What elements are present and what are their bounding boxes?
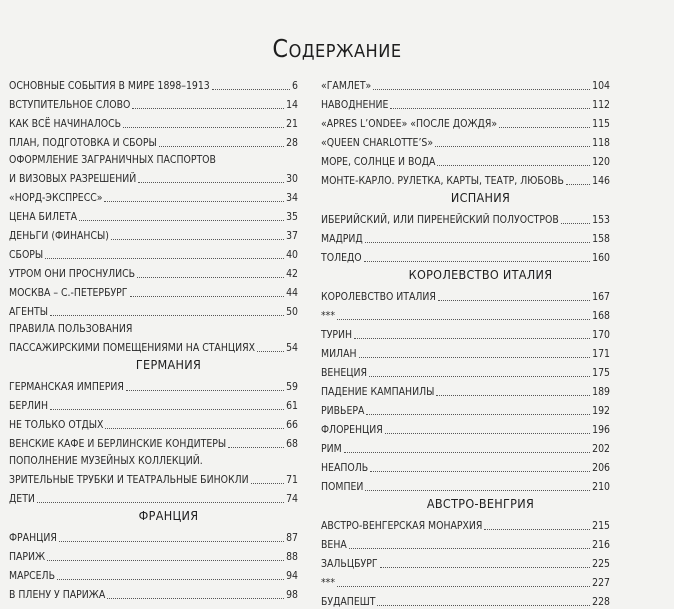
dot-leader <box>59 541 284 542</box>
page-number: 192 <box>592 405 610 417</box>
toc-entry[interactable] <box>9 319 298 355</box>
dot-leader <box>130 296 285 297</box>
toc-entry[interactable] <box>9 131 298 150</box>
dot-leader <box>373 89 590 90</box>
page-number: 189 <box>592 386 610 398</box>
entry-title: *** <box>321 310 336 322</box>
page-number: 66 <box>286 419 298 431</box>
toc-entry[interactable] <box>321 571 610 590</box>
entry-title: ЦЕНА БИЛЕТА <box>9 211 78 223</box>
page-number: 44 <box>286 287 298 299</box>
entry-title: ВЕНСКИЕ КАФЕ И БЕРЛИНСКИЕ КОНДИТЕРЫ <box>9 438 227 450</box>
page-number: 225 <box>592 558 610 570</box>
toc-entry[interactable] <box>9 564 298 583</box>
dot-leader <box>45 258 284 259</box>
dot-leader <box>366 414 590 415</box>
toc-column-left <box>9 74 298 602</box>
page-number: 40 <box>286 249 298 261</box>
dot-leader <box>344 452 590 453</box>
dot-leader <box>438 300 590 301</box>
toc-entry[interactable] <box>321 131 610 150</box>
entry-title-line: ПОПОЛНЕНИЕ МУЗЕЙНЫХ КОЛЛЕКЦИЙ. <box>9 455 203 467</box>
entry-title: МАДРИД <box>321 233 363 245</box>
toc-entry[interactable] <box>9 375 298 394</box>
section-heading: КОРОЛЕВСТВО ИТАЛИЯ <box>408 267 553 282</box>
page-number: 171 <box>592 348 610 360</box>
entry-title: *** <box>321 577 336 589</box>
toc-entry[interactable] <box>9 432 298 451</box>
page-number: 88 <box>286 551 298 563</box>
page-number: 120 <box>592 156 610 168</box>
entry-title: РИВЬЕРА <box>321 405 365 417</box>
toc-entry[interactable] <box>321 74 610 93</box>
section-heading: ФРАНЦИЯ <box>138 508 199 523</box>
dot-leader <box>50 409 284 410</box>
page-number: 34 <box>286 192 298 204</box>
toc-entry[interactable] <box>9 243 298 262</box>
page-number: 167 <box>592 291 610 303</box>
dot-leader <box>47 560 284 561</box>
dot-leader <box>79 220 284 221</box>
toc-entry[interactable] <box>9 112 298 131</box>
page-number: 98 <box>286 589 298 601</box>
dot-leader <box>369 376 590 377</box>
dot-leader <box>499 127 590 128</box>
dot-leader <box>105 428 284 429</box>
page-number: 6 <box>292 80 298 92</box>
dot-leader <box>380 567 591 568</box>
page-number: 216 <box>592 539 610 551</box>
dot-leader <box>257 351 284 352</box>
dot-leader <box>385 433 590 434</box>
toc-entry[interactable] <box>9 150 298 186</box>
entry-title: РИМ <box>321 443 342 455</box>
toc-entry[interactable] <box>9 526 298 545</box>
toc-entry[interactable] <box>321 208 610 227</box>
entry-title: ЗАЛЬЦБУРГ <box>321 558 378 570</box>
page-number: 153 <box>592 214 610 226</box>
toc-entry[interactable] <box>321 323 610 342</box>
dot-leader <box>484 529 590 530</box>
toc-entry[interactable] <box>321 304 610 323</box>
dot-leader <box>359 357 591 358</box>
page-number: 42 <box>286 268 298 280</box>
entry-title: ГЕРМАНСКАЯ ИМПЕРИЯ <box>9 381 124 393</box>
entry-title: ВЕНА <box>321 539 347 551</box>
dot-leader <box>251 483 284 484</box>
toc-entry[interactable] <box>9 413 298 432</box>
entry-title: ОСНОВНЫЕ СОБЫТИЯ В МИРЕ 1898–1913 <box>9 80 210 92</box>
entry-title: УТРОМ ОНИ ПРОСНУЛИСЬ <box>9 268 136 280</box>
toc-entry[interactable] <box>321 169 610 188</box>
toc-entry[interactable] <box>321 514 610 533</box>
entry-title: НАВОДНЕНИЕ <box>321 99 389 111</box>
page-number: 170 <box>592 329 610 341</box>
dot-leader <box>337 319 590 320</box>
page-number: 227 <box>592 577 610 589</box>
dot-leader <box>354 338 590 339</box>
section-heading: ГЕРМАНИЯ <box>135 357 202 372</box>
dot-leader <box>337 586 590 587</box>
toc-entry[interactable] <box>321 361 610 380</box>
toc-entry[interactable] <box>321 552 610 571</box>
dot-leader <box>37 502 284 503</box>
dot-leader <box>212 89 290 90</box>
toc-entry[interactable] <box>9 300 298 319</box>
entry-title-line: ОФОРМЛЕНИЕ ЗАГРАНИЧНЫХ ПАСПОРТОВ <box>9 154 216 166</box>
dot-leader <box>107 598 284 599</box>
toc-entry[interactable] <box>9 93 298 112</box>
dot-leader <box>137 277 284 278</box>
entry-title: БЕРЛИН <box>9 400 49 412</box>
dot-leader <box>364 261 590 262</box>
toc-entry[interactable] <box>321 399 610 418</box>
entry-title-line: И ВИЗОВЫХ РАЗРЕШЕНИЙ <box>9 173 137 185</box>
toc-entry[interactable] <box>321 246 610 265</box>
entry-title: ПАРИЖ <box>9 551 46 563</box>
toc-entry[interactable] <box>9 186 298 205</box>
entry-title: БУДАПЕШТ <box>321 596 376 608</box>
page-number: 215 <box>592 520 610 532</box>
page-number: 202 <box>592 443 610 455</box>
entry-title: ТОЛЕДО <box>321 252 362 264</box>
dot-leader <box>132 108 284 109</box>
entry-title: МОСКВА – С.-ПЕТЕРБУРГ <box>9 287 128 299</box>
page-number: 228 <box>592 596 610 608</box>
page-number: 14 <box>286 99 298 111</box>
toc-entry[interactable] <box>321 342 610 361</box>
entry-title: ФЛОРЕНЦИЯ <box>321 424 383 436</box>
dot-leader <box>111 239 284 240</box>
dot-leader <box>436 395 590 396</box>
entry-title: МОРЕ, СОЛНЦЕ И ВОДА <box>321 156 436 168</box>
page-number: 118 <box>592 137 610 149</box>
page-number: 168 <box>592 310 610 322</box>
entry-title: ФРАНЦИЯ <box>9 532 57 544</box>
toc-entry[interactable] <box>321 285 610 304</box>
entry-title: ПАДЕНИЕ КАМПАНИЛЫ <box>321 386 435 398</box>
page-number: 115 <box>592 118 610 130</box>
toc-entry[interactable] <box>9 281 298 300</box>
entry-title: ИБЕРИЙСКИЙ, ИЛИ ПИРЕНЕЙСКИЙ ПОЛУОСТРОВ <box>321 214 559 226</box>
page-number: 104 <box>592 80 610 92</box>
dot-leader <box>377 605 590 606</box>
dot-leader <box>435 146 590 147</box>
dot-leader <box>159 146 284 147</box>
toc-entry[interactable] <box>321 456 610 475</box>
page-number: 158 <box>592 233 610 245</box>
toc-entry[interactable] <box>9 451 298 487</box>
page-number: 37 <box>286 230 298 242</box>
entry-title: МАРСЕЛЬ <box>9 570 55 582</box>
toc-entry[interactable] <box>321 227 610 246</box>
entry-title: НЕ ТОЛЬКО ОТДЫХ <box>9 419 104 431</box>
entry-title: КАК ВСЁ НАЧИНАЛОСЬ <box>9 118 122 130</box>
dot-leader <box>123 127 284 128</box>
dot-leader <box>104 201 284 202</box>
entry-title: «ГАМЛЕТ» <box>321 80 372 92</box>
toc-entry[interactable] <box>9 224 298 243</box>
entry-title: АГЕНТЫ <box>9 306 48 318</box>
toc-entry[interactable] <box>321 418 610 437</box>
section-heading: АВСТРО-ВЕНГРИЯ <box>426 496 535 511</box>
page-number: 146 <box>592 175 610 187</box>
toc-entry[interactable] <box>9 74 298 93</box>
page-number: 160 <box>592 252 610 264</box>
toc-entry[interactable] <box>321 150 610 169</box>
page-number: 71 <box>286 474 298 486</box>
entry-title: «QUEEN CHARLOTTE’S» <box>321 137 434 149</box>
dot-leader <box>561 223 590 224</box>
toc-entry[interactable] <box>9 205 298 224</box>
dot-leader <box>566 184 590 185</box>
page-number: 21 <box>286 118 298 130</box>
dot-leader <box>57 579 284 580</box>
entry-title: СБОРЫ <box>9 249 44 261</box>
entry-title: ПОМПЕИ <box>321 481 364 493</box>
entry-title: ТУРИН <box>321 329 353 341</box>
entry-title: ПЛАН, ПОДГОТОВКА И СБОРЫ <box>9 137 157 149</box>
dot-leader <box>138 182 284 183</box>
page-number: 50 <box>286 306 298 318</box>
page-number: 87 <box>286 532 298 544</box>
toc-entry[interactable] <box>321 112 610 131</box>
dot-leader <box>349 548 590 549</box>
dot-leader <box>437 165 590 166</box>
page-number: 59 <box>286 381 298 393</box>
toc-entry[interactable] <box>321 533 610 552</box>
entry-title-line: ПРАВИЛА ПОЛЬЗОВАНИЯ <box>9 323 133 335</box>
entry-title: КОРОЛЕВСТВО ИТАЛИЯ <box>321 291 436 303</box>
page-number: 210 <box>592 481 610 493</box>
page-number: 30 <box>286 173 298 185</box>
entry-title: МИЛАН <box>321 348 357 360</box>
dot-leader <box>126 390 284 391</box>
dot-leader <box>370 471 590 472</box>
page-title: Содержание <box>272 34 402 63</box>
page-number: 74 <box>286 493 298 505</box>
dot-leader <box>365 490 590 491</box>
page-number: 196 <box>592 424 610 436</box>
entry-title: ВСТУПИТЕЛЬНОЕ СЛОВО <box>9 99 131 111</box>
toc-entry[interactable] <box>321 380 610 399</box>
entry-title: В ПЛЕНУ У ПАРИЖА <box>9 589 106 601</box>
entry-title: ДЕТИ <box>9 493 35 505</box>
toc-entry[interactable] <box>9 262 298 281</box>
page-number: 94 <box>286 570 298 582</box>
toc-entry[interactable] <box>9 487 298 506</box>
dot-leader <box>365 242 590 243</box>
entry-title-line: ПАССАЖИРСКИМИ ПОМЕЩЕНИЯМИ НА СТАНЦИЯХ <box>9 342 256 354</box>
toc-entry[interactable] <box>321 590 610 609</box>
toc-entry[interactable] <box>321 93 610 112</box>
section-heading: ИСПАНИЯ <box>450 190 511 205</box>
page-number: 35 <box>286 211 298 223</box>
toc-entry[interactable] <box>321 437 610 456</box>
toc-entry[interactable] <box>321 475 610 494</box>
dot-leader <box>50 315 284 316</box>
entry-title: МОНТЕ-КАРЛО. РУЛЕТКА, КАРТЫ, ТЕАТР, ЛЮБОВЬ <box>321 175 564 187</box>
toc-column-right <box>321 74 610 609</box>
dot-leader <box>228 447 284 448</box>
entry-title: «НОРД-ЭКСПРЕСС» <box>9 192 103 204</box>
toc-entry[interactable] <box>9 545 298 564</box>
entry-title-line: ЗРИТЕЛЬНЫЕ ТРУБКИ И ТЕАТРАЛЬНЫЕ БИНОКЛИ <box>9 474 249 486</box>
entry-title: НЕАПОЛЬ <box>321 462 369 474</box>
dot-leader <box>390 108 590 109</box>
entry-title: АВСТРО-ВЕНГЕРСКАЯ МОНАРХИЯ <box>321 520 483 532</box>
page-number: 68 <box>286 438 298 450</box>
page-number: 206 <box>592 462 610 474</box>
page-number: 61 <box>286 400 298 412</box>
page-number: 28 <box>286 137 298 149</box>
entry-title: «APRES L’ONDEE» «ПОСЛЕ ДОЖДЯ» <box>321 118 498 130</box>
toc-entry[interactable] <box>9 394 298 413</box>
page-number: 54 <box>286 342 298 354</box>
page-number: 112 <box>592 99 610 111</box>
page-number: 175 <box>592 367 610 379</box>
entry-title: ВЕНЕЦИЯ <box>321 367 368 379</box>
toc-entry[interactable] <box>9 583 298 602</box>
entry-title: ДЕНЬГИ (ФИНАНСЫ) <box>9 230 109 242</box>
